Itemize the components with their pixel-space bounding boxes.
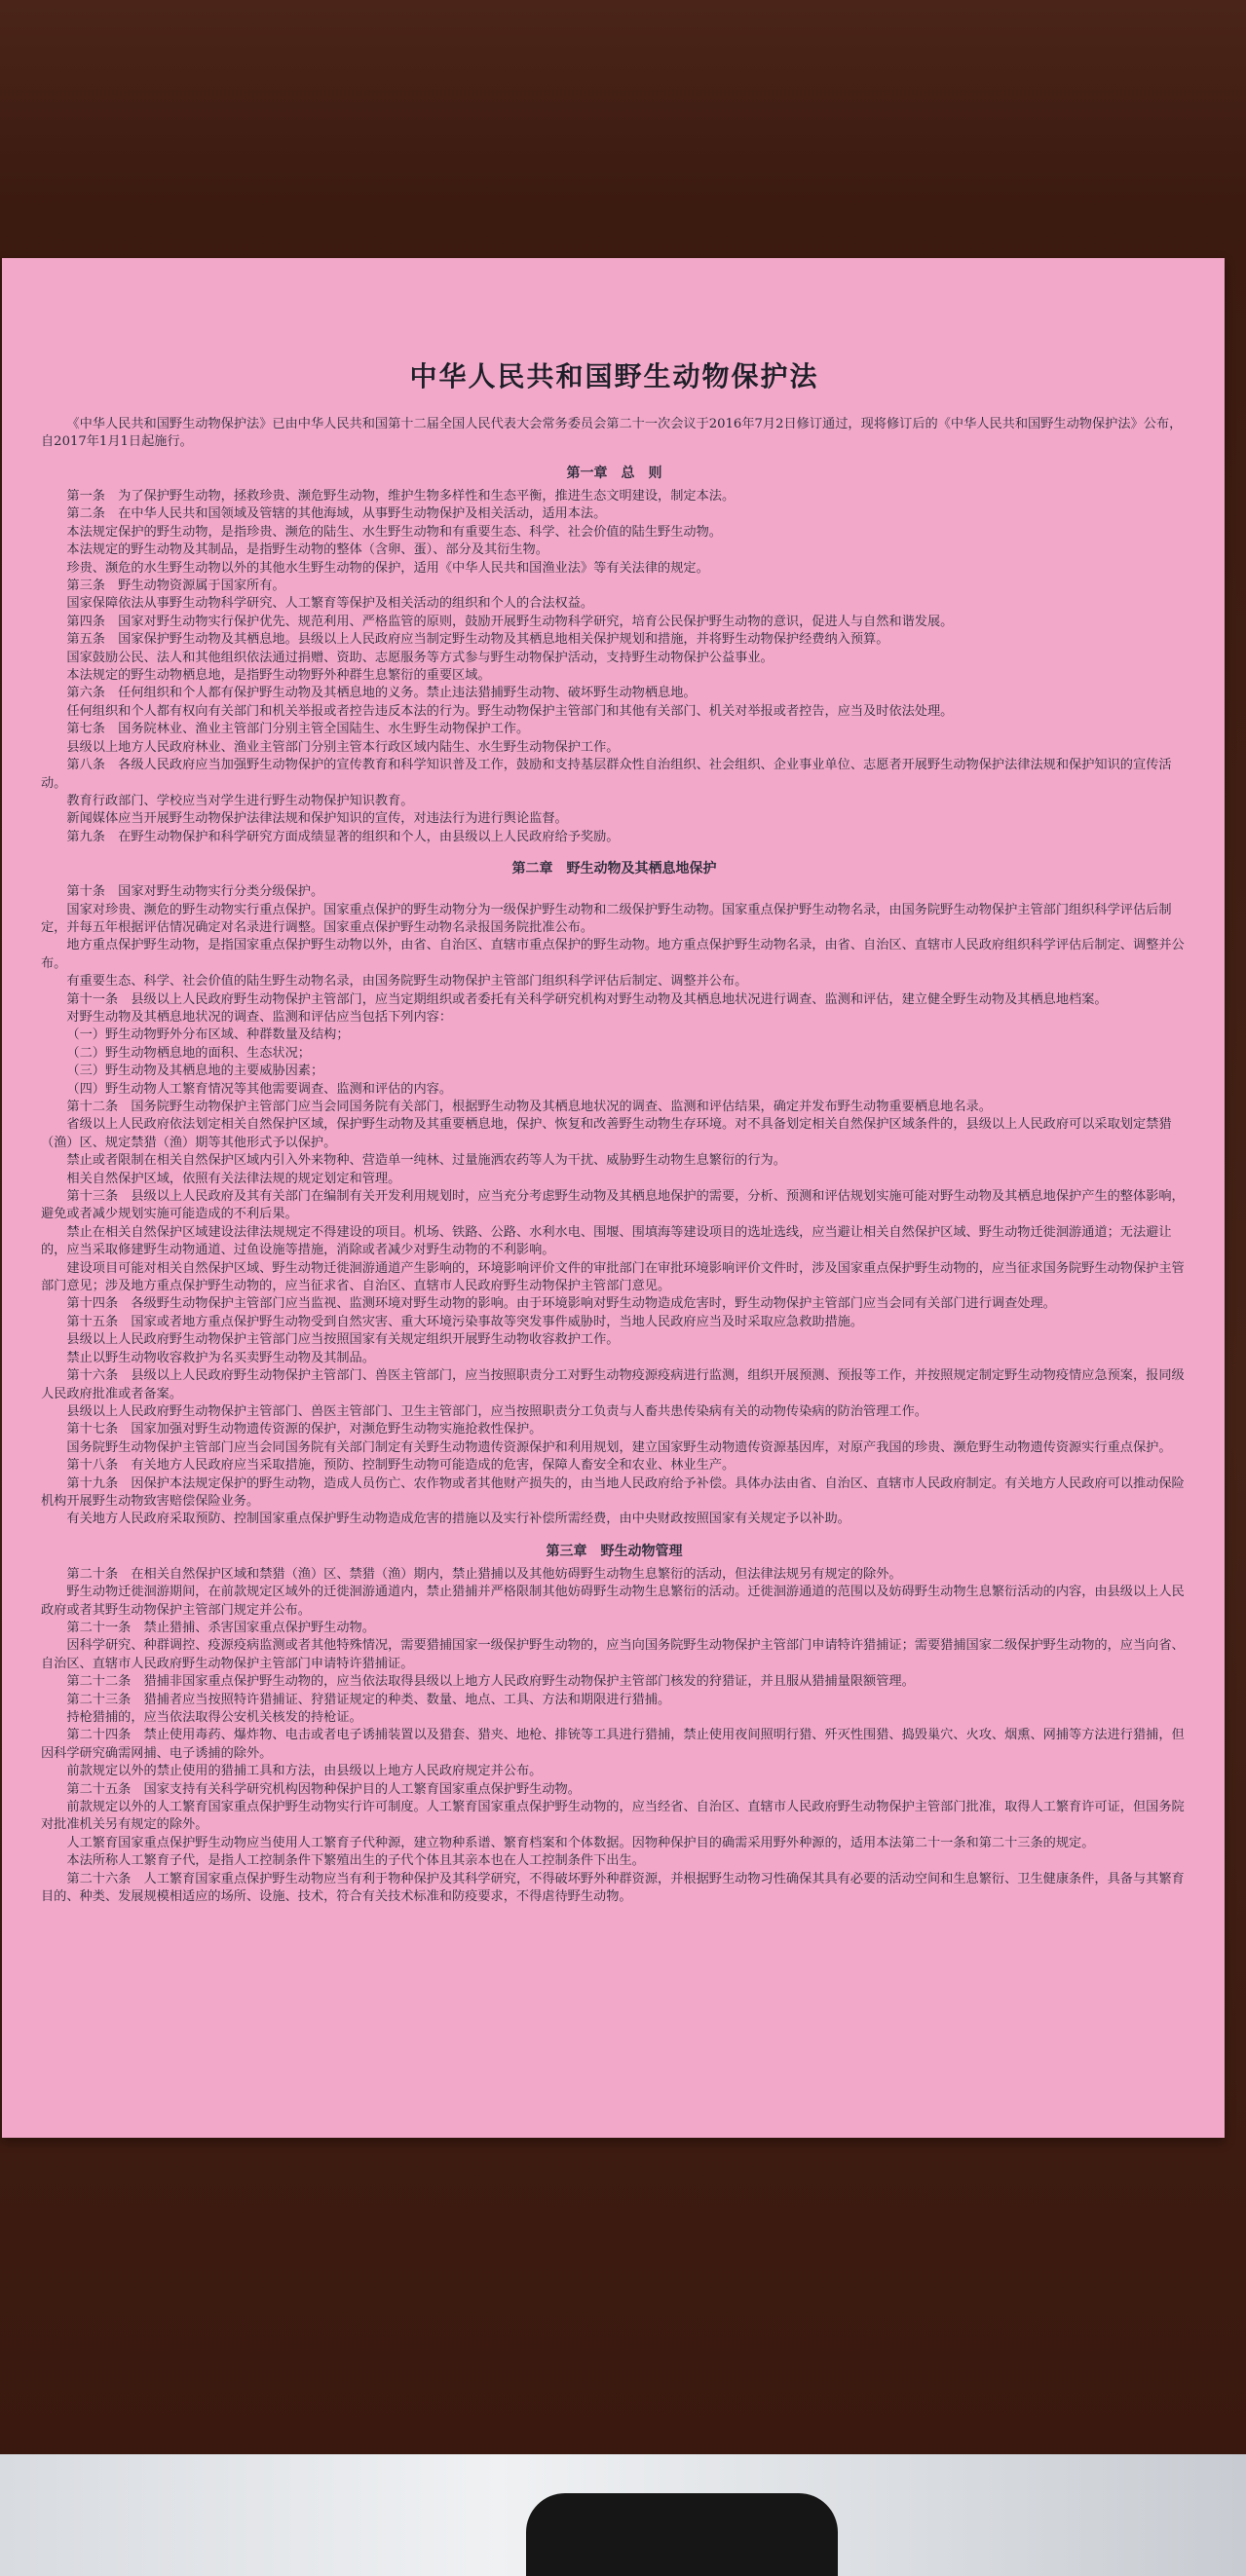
article-line: 教育行政部门、学校应当对学生进行野生动物保护知识教育。: [66, 793, 414, 808]
chapter-section: [41, 1541, 1188, 1907]
article-line: 野生动物迁徙洄游期间，在前款规定区域外的迁徙洄游通道内，禁止猎捕并严格限制其他妨碍野生动物生息繁衍的活动。迁徙洄游通道的范围以及妨碍野生动物生息繁衍活动的内容，由县级以上人民政府或者其野生动物保护主管部门规定并公布。: [41, 1585, 1185, 1618]
article-line: 人工繁育国家重点保护野生动物应当使用人工繁育子代种源，建立物种系谱、繁育档案和个体数据。因物种保护目的确需采用野外种源的，适用本法第二十一条和第二十三条的规定。: [66, 1835, 1095, 1850]
article-line: 第二十六条 人工繁育国家重点保护野生动物应当有利于物种保护及其科学研究，不得破坏野外种群资源，并根据野生动物习性确保其具有必要的活动空间和生息繁衍、卫生健康条件，具备与其繁育目的、种类、发展规模相适应的场所、设施、技术，符合有关技术标准和防疫要求，不得虐待野生动物。: [41, 1871, 1185, 1905]
article-line: 国家保障依法从事野生动物科学研究、人工繁育等保护及相关活动的组织和个人的合法权益。: [66, 596, 594, 612]
article-line: 第四条 国家对野生动物实行保护优先、规范利用、严格监管的原则，鼓励开展野生动物科学研究，培育公民保护野生动物的意识，促进人与自然和谐发展。: [66, 614, 954, 629]
article-line: 第三条 野生动物资源属于国家所有。: [66, 579, 285, 594]
article-line: 本法规定保护的野生动物，是指珍贵、濒危的陆生、水生野生动物和有重要生态、科学、社会价值的陆生野生动物。: [66, 524, 722, 540]
article-line: 因科学研究、种群调控、疫源疫病监测或者其他特殊情况，需要猎捕国家一级保护野生动物的，应当向国务院野生动物保护主管部门申请特许猎捕证；需要猎捕国家二级保护野生动物的，应当向省、自治区、直辖市人民政府野生动物保护主管部门申请特许猎捕证。: [41, 1638, 1185, 1671]
chapter-heading: 第一章 总 则: [566, 466, 662, 481]
article-line: 新闻媒体应当开展野生动物保护法律法规和保护知识的宣传，对违法行为进行舆论监督。: [66, 811, 568, 827]
article-line: 第十九条 因保护本法规定保护的野生动物，造成人员伤亡、农作物或者其他财产损失的，由当地人民政府给予补偿。具体办法由省、自治区、直辖市人民政府制定。有关地方人民政府可以推动保险机构开展野生动物致害赔偿保险业务。: [41, 1475, 1185, 1509]
article-line: 第二十条 在相关自然保护区域和禁猎（渔）区、禁猎（渔）期内，禁止猎捕以及其他妨碍野生动物生息繁衍的活动，但法律法规另有规定的除外。: [66, 1566, 902, 1582]
article-line: 第九条 在野生动物保护和科学研究方面成绩显著的组织和个人，由县级以上人民政府给予奖励。: [66, 829, 620, 844]
article-line: 任何组织和个人都有权向有关部门和机关举报或者控告违反本法的行为。野生动物保护主管部门和其他有关部门、机关对举报或者控告，应当及时依法处理。: [66, 703, 954, 719]
article-line: 禁止在相关自然保护区域建设法律法规规定不得建设的项目。机场、铁路、公路、水利水电、围堰、围填海等建设项目的选址选线，应当避让相关自然保护区域、野生动物迁徙洄游通道；无法避让的，应当采取修建野生动物通道、过鱼设施等措施，消除或者减少对野生动物的不利影响。: [41, 1224, 1172, 1258]
article-line: 第十二条 国务院野生动物保护主管部门应当会同国务院有关部门，根据野生动物及其栖息地状况的调查、监测和评估结果，确定并发布野生动物重要栖息地名录。: [66, 1100, 992, 1114]
article-line: 有重要生态、科学、社会价值的陆生野生动物名录，由国务院野生动物保护主管部门组织科学评估后制定、调整并公布。: [66, 974, 748, 989]
chapter-section: [41, 858, 1188, 1529]
article-line: 第十五条 国家或者地方重点保护野生动物受到自然灾害、重大环境污染事故等突发事件威胁时，当地人民政府应当及时采取应急救助措施。: [66, 1314, 864, 1329]
article-line: 第二十三条 猎捕者应当按照特许猎捕证、狩猎证规定的种类、数量、地点、工具、方法和期限进行猎捕。: [66, 1692, 671, 1707]
article-line: 前款规定以外的禁止使用的猎捕工具和方法，由县级以上地方人民政府规定并公布。: [66, 1764, 543, 1779]
article-line: 禁止以野生动物收容救护为名买卖野生动物及其制品。: [66, 1350, 375, 1365]
article-line: 第七条 国务院林业、渔业主管部门分别主管全国陆生、水生野生动物保护工作。: [66, 722, 530, 737]
article-line: 本法所称人工繁育子代，是指人工控制条件下繁殖出生的子代个体且其亲本也在人工控制条件下出生。: [66, 1853, 645, 1869]
chapter-heading: 第二章 野生动物及其栖息地保护: [511, 861, 717, 877]
article-line: 省级以上人民政府依法划定相关自然保护区域，保护野生动物及其重要栖息地，保护、恢复和改善野生动物生存环境。对不具备划定相关自然保护区域条件的，县级以上人民政府可以采取划定禁猎（渔）区、规定禁猎（渔）期等其他形式予以保护。: [41, 1117, 1172, 1150]
article-line: 第十四条 各级野生动物保护主管部门应当监视、监测环境对野生动物的影响。由于环境影响对野生动物造成危害时，野生动物保护主管部门应当会同有关部门进行调查处理。: [66, 1296, 1056, 1312]
article-line: 建设项目可能对相关自然保护区域、野生动物迁徙洄游通道产生影响的，环境影响评价文件的审批部门在审批环境影响评价文件时，涉及国家重点保护野生动物的，应当征求国务院野生动物保护主管部门意见；涉及地方重点保护野生动物的，应当征求省、自治区、直辖市人民政府野生动物保护主管部门意见。: [41, 1260, 1185, 1294]
article-line: 持枪猎捕的，应当依法取得公安机关核发的持枪证。: [66, 1710, 362, 1725]
article-line: 地方重点保护野生动物，是指国家重点保护野生动物以外，由省、自治区、直辖市重点保护的野生动物。地方重点保护野生动物名录，由省、自治区、直辖市人民政府组织科学评估后制定、调整并公布。: [41, 938, 1185, 971]
law-document-sheet: [2, 258, 1225, 2138]
article-line: 禁止或者限制在相关自然保护区域内引入外来物种、营造单一纯林、过量施洒农药等人为干扰、威胁野生动物生息繁衍的行为。: [66, 1153, 786, 1169]
article-line: 本法规定的野生动物及其制品，是指野生动物的整体（含卵、蛋）、部分及其衍生物。: [66, 542, 548, 558]
article-line: 第十条 国家对野生动物实行分类分级保护。: [66, 884, 324, 900]
article-line: 有关地方人民政府采取预防、控制国家重点保护野生动物造成危害的措施以及实行补偿所需经费，由中央财政按照国家有关规定予以补助。: [66, 1512, 850, 1527]
article-line: 县级以上人民政府野生动物保护主管部门、兽医主管部门、卫生主管部门，应当按照职责分工负责与人畜共患传染病有关的动物传染病的防治管理工作。: [66, 1403, 927, 1419]
article-line: 珍贵、濒危的水生野生动物以外的其他水生野生动物的保护，适用《中华人民共和国渔业法》等有关法律的规定。: [66, 560, 709, 576]
article-line: 第二十五条 国家支持有关科学研究机构因物种保护目的人工繁育国家重点保护野生动物。: [66, 1781, 581, 1797]
chapter-section: [41, 463, 1188, 846]
article-line: 第二十四条 禁止使用毒药、爆炸物、电击或者电子诱捕装置以及猎套、猎夹、地枪、排铳等工具进行猎捕，禁止使用夜间照明行猎、歼灭性围猎、捣毁巢穴、火攻、烟熏、网捕等方法进行猎捕，但因科学研究确需网捕、电子诱捕的除外。: [41, 1728, 1185, 1761]
article-line: 第八条 各级人民政府应当加强野生动物保护的宣传教育和科学知识普及工作，鼓励和支持基层群众性自治组织、社会组织、企业事业单位、志愿者开展野生动物保护法律法规和保护知识的宣传活动。: [41, 758, 1172, 791]
document-title: 中华人民共和国野生动物保护法: [409, 360, 819, 392]
article-line: 国家鼓励公民、法人和其他组织依法通过捐赠、资助、志愿服务等方式参与野生动物保护活动，支持野生动物保护公益事业。: [66, 650, 774, 665]
article-line: 国家对珍贵、濒危的野生动物实行重点保护。国家重点保护的野生动物分为一级保护野生动物和二级保护野生动物。国家重点保护野生动物名录，由国务院野生动物保护主管部门组织科学评估后制定，并每五年根据评估情况确定对名录进行调整。国家重点保护野生动物名录报国务院批准公布。: [41, 902, 1172, 935]
article-line: （四）野生动物人工繁育情况等其他需要调查、监测和评估的内容。: [66, 1081, 453, 1097]
article-line: 第六条 任何组织和个人都有保护野生动物及其栖息地的义务。禁止违法猎捕野生动物、破坏野生动物栖息地。: [66, 686, 697, 701]
chapter-heading: 第三章 野生动物管理: [546, 1543, 683, 1559]
article-line: 第二条 在中华人民共和国领域及管辖的其他海域，从事野生动物保护及相关活动，适用本法。: [66, 506, 607, 522]
article-line: 国务院野生动物保护主管部门应当会同国务院有关部门制定有关野生动物遗传资源保护和利用规划，建立国家野生动物遗传资源基因库，对原产我国的珍贵、濒危野生动物遗传资源实行重点保护。: [66, 1439, 1172, 1455]
article-line: （二）野生动物栖息地的面积、生态状况；: [66, 1045, 311, 1061]
article-line: 前款规定以外的人工繁育国家重点保护野生动物实行许可制度。人工繁育国家重点保护野生动物的，应当经省、自治区、直辖市人民政府野生动物保护主管部门批准，取得人工繁育许可证，但国务院对批准机关另有规定的除外。: [41, 1800, 1185, 1833]
article-line: 第十一条 县级以上人民政府野生动物保护主管部门，应当定期组织或者委托有关科学研究机构对野生动物及其栖息地状况进行调查、监测和评估，建立健全野生动物及其栖息地档案。: [66, 991, 1108, 1007]
article-line: 第十八条 有关地方人民政府应当采取措施，预防、控制野生动物可能造成的危害，保障人畜安全和农业、林业生产。: [66, 1458, 736, 1474]
article-line: 第十六条 县级以上人民政府野生动物保护主管部门、兽医主管部门，应当按照职责分工对野生动物疫源疫病进行监测，组织开展预测、预报等工作，并按照规定制定野生动物疫情应急预案，报同级人民政府批准或者备案。: [41, 1368, 1185, 1401]
article-line: 第二十二条 猎捕非国家重点保护野生动物的，应当依法取得县级以上地方人民政府野生动物保护主管部门核发的狩猎证，并且服从猎捕量限额管理。: [66, 1674, 915, 1690]
article-line: 第五条 国家保护野生动物及其栖息地。县级以上人民政府应当制定野生动物及其栖息地相关保护规划和措施，并将野生动物保护经费纳入预算。: [66, 632, 889, 648]
article-line: 第十七条 国家加强对野生动物遗传资源的保护，对濒危野生动物实施抢救性保护。: [66, 1422, 543, 1437]
article-line: 对野生动物及其栖息地状况的调查、监测和评估应当包括下列内容：: [66, 1009, 453, 1025]
article-line: 相关自然保护区域，依照有关法律法规的规定划定和管理。: [66, 1171, 401, 1186]
article-line: 本法规定的野生动物栖息地，是指野生动物野外种群生息繁衍的重要区域。: [66, 668, 491, 684]
article-line: （三）野生动物及其栖息地的主要威胁因素；: [66, 1064, 324, 1079]
article-line: （一）野生动物野外分布区域、种群数量及结构；: [66, 1027, 350, 1043]
document-intro: 《中华人民共和国野生动物保护法》已由中华人民共和国第十二届全国人民代表大会常务委员会第二十一次会议于2016年7月2日修订通过，现将修订后的《中华人民共和国野生动物保护法》公布，自2017年1月1日起施行。: [41, 417, 1183, 449]
article-line: 县级以上人民政府野生动物保护主管部门应当按照国家有关规定组织开展野生动物收容救护工作。: [66, 1332, 620, 1348]
article-line: 第二十一条 禁止猎捕、杀害国家重点保护野生动物。: [66, 1620, 375, 1635]
chapters-container: [41, 463, 1188, 1906]
dark-cloth: [526, 2493, 838, 2576]
article-line: 第十三条 县级以上人民政府及其有关部门在编制有关开发利用规划时，应当充分考虑野生动物及其栖息地保护的需要，分析、预测和评估规划实施可能对野生动物及其栖息地保护产生的整体影响，避免或者减少规划实施可能造成的不利后果。: [41, 1189, 1185, 1222]
article-line: 第一条 为了保护野生动物，拯救珍贵、濒危野生动物，维护生物多样性和生态平衡，推进生态文明建设，制定本法。: [66, 489, 736, 504]
article-line: 县级以上地方人民政府林业、渔业主管部门分别主管本行政区域内陆生、水生野生动物保护工作。: [66, 739, 620, 755]
